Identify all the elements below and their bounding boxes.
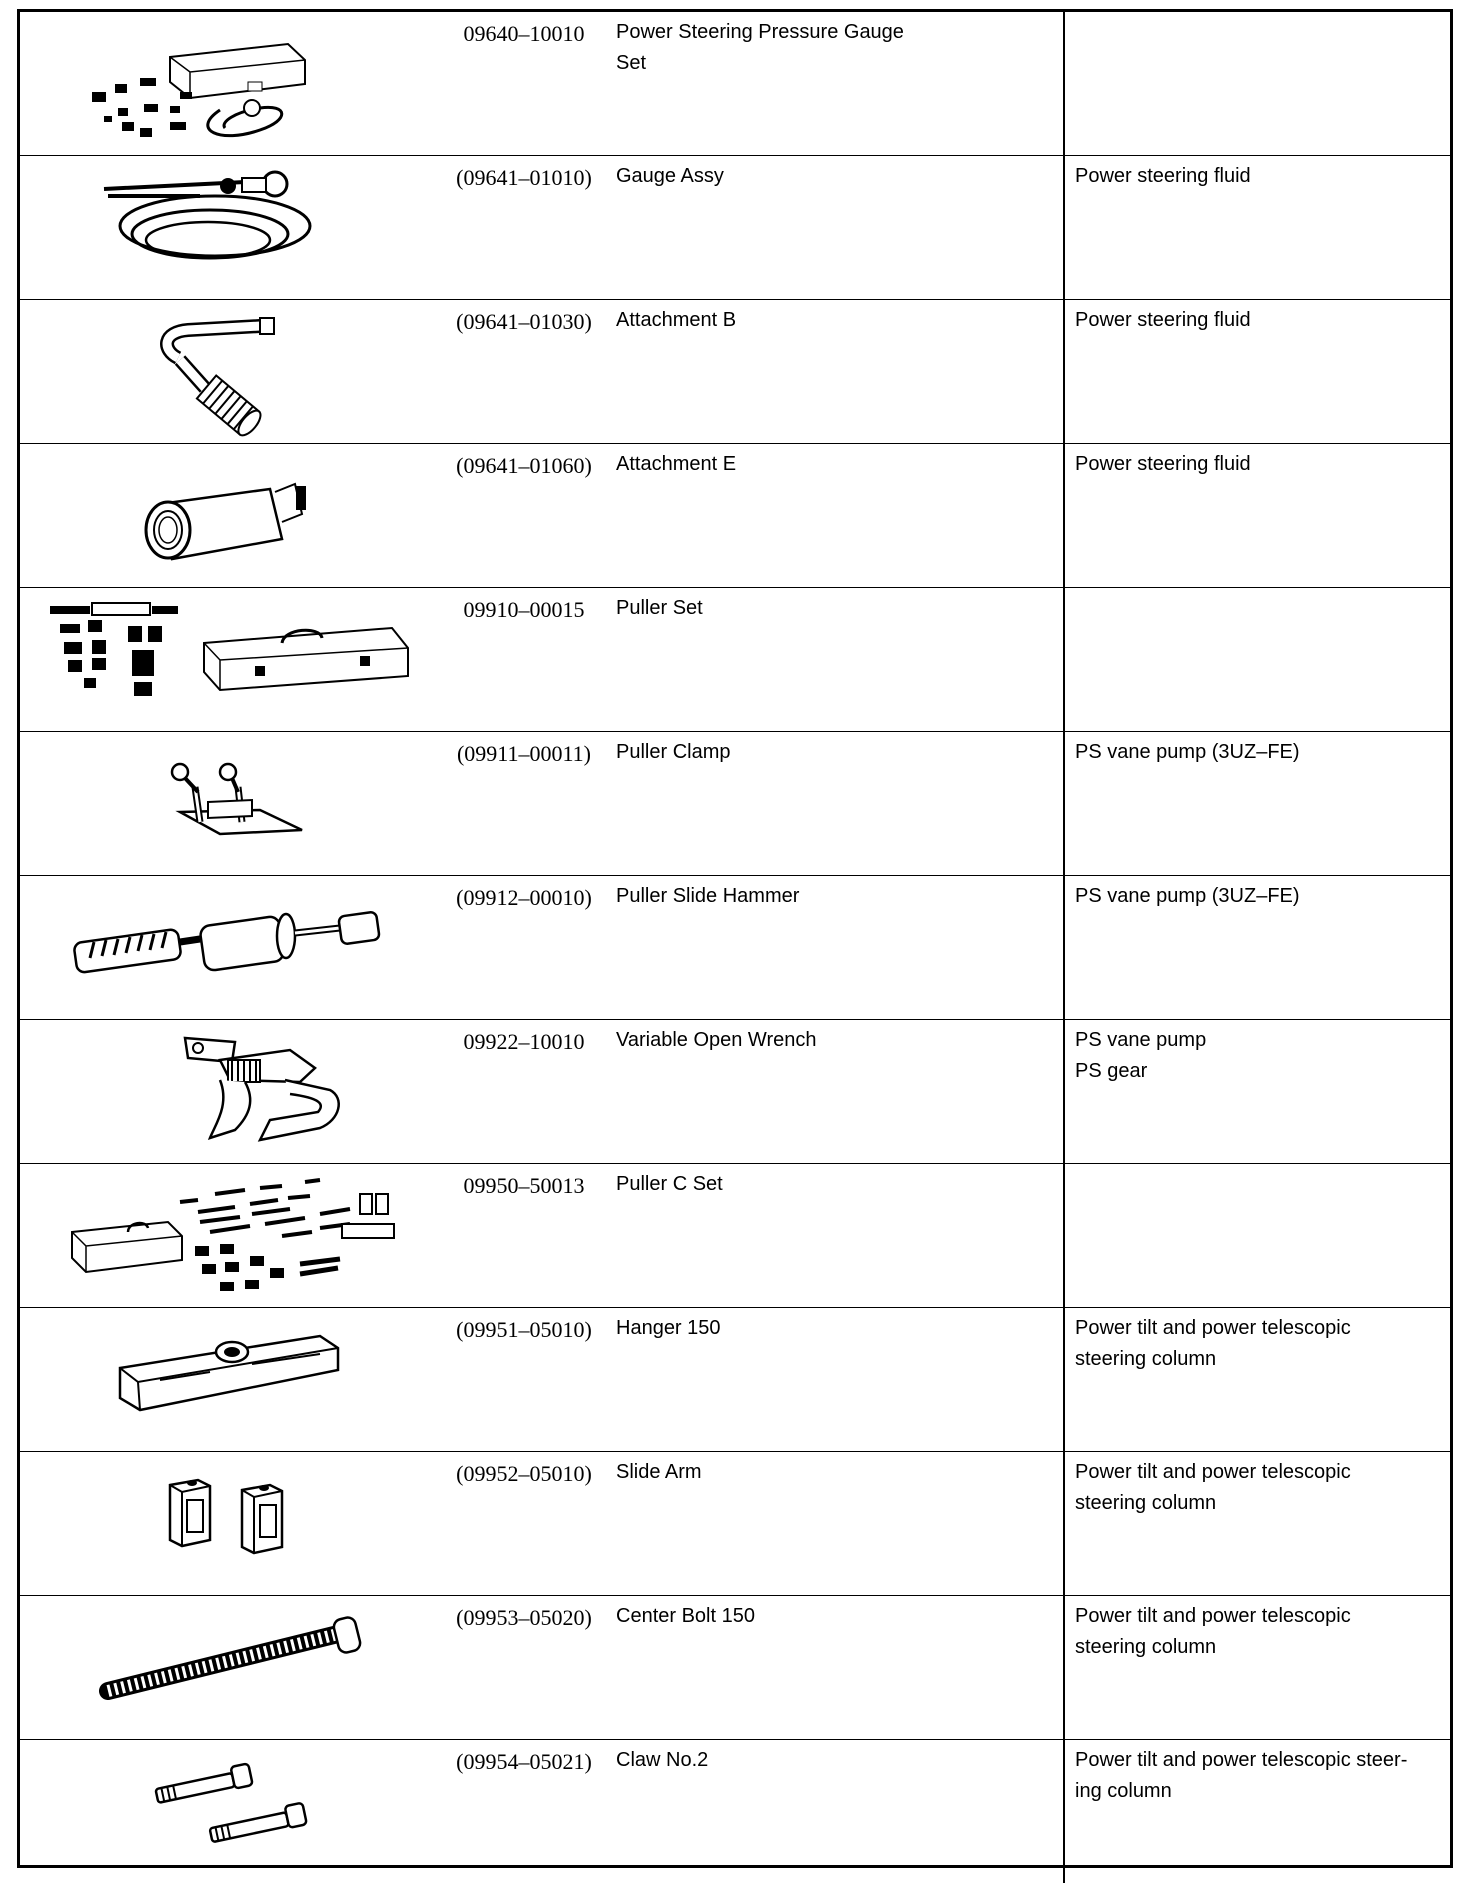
- usage-note: [1065, 588, 1450, 593]
- illustration-cell: [20, 876, 438, 1020]
- usage-note-line: Power tilt and power telescopic steer-: [1075, 1745, 1450, 1776]
- part-number-cell: [438, 156, 610, 300]
- usage-note-line: steering column: [1075, 1344, 1450, 1375]
- usage-note-cell: [1064, 1020, 1450, 1164]
- table-row: [20, 12, 1450, 156]
- part-number-cell: [438, 876, 610, 1020]
- part-number-cell: [438, 732, 610, 876]
- usage-note-cell: [1064, 876, 1450, 1020]
- usage-note-line: Power tilt and power telescopic: [1075, 1313, 1450, 1344]
- part-number: (09911–00011): [438, 732, 610, 767]
- tool-name: [610, 876, 1063, 912]
- slide-arm-illustration: [20, 1452, 438, 1595]
- usage-note-cell: [1064, 1596, 1450, 1740]
- part-number: (09953–05020): [438, 1596, 610, 1631]
- tool-name: [610, 1452, 1063, 1488]
- usage-note-line: Power steering fluid: [1075, 449, 1450, 480]
- usage-note: [1065, 1020, 1450, 1087]
- tool-name: [610, 588, 1063, 624]
- usage-note: [1065, 876, 1450, 912]
- usage-note-cell: [1064, 732, 1450, 876]
- tool-name: [610, 732, 1063, 768]
- table-row: [20, 1164, 1450, 1308]
- table-row: [20, 1308, 1450, 1452]
- open-wrench-illustration: [20, 1020, 438, 1163]
- part-number: (09641–01060): [438, 444, 610, 479]
- part-number: (09641–01030): [438, 300, 610, 335]
- table-row: [20, 300, 1450, 444]
- tool-name-cell: [610, 1308, 1064, 1452]
- tool-name-cell: [610, 732, 1064, 876]
- table-row: [20, 156, 1450, 300]
- part-number: (09952–05010): [438, 1452, 610, 1487]
- tool-name-line: Power Steering Pressure Gauge: [616, 17, 1063, 48]
- tool-name-line: Puller Set: [616, 593, 1063, 624]
- usage-note-cell: [1064, 1452, 1450, 1596]
- table-row: [20, 876, 1450, 1020]
- tool-name-line: Center Bolt 150: [616, 1601, 1063, 1632]
- usage-note-line: Power steering fluid: [1075, 161, 1450, 192]
- usage-note-line: Power steering fluid: [1075, 305, 1450, 336]
- tool-name-cell: [610, 588, 1064, 732]
- part-number: (09912–00010): [438, 876, 610, 911]
- illustration-cell: [20, 1164, 438, 1308]
- part-number: 09640–10010: [438, 12, 610, 47]
- part-number-cell: [438, 1020, 610, 1164]
- tool-name-line: Puller Clamp: [616, 737, 1063, 768]
- illustration-cell: [20, 300, 438, 444]
- tool-name-cell: [610, 156, 1064, 300]
- tool-name-line: Slide Arm: [616, 1457, 1063, 1488]
- usage-note-cell: [1064, 12, 1450, 156]
- illustration-cell: [20, 732, 438, 876]
- tool-name-cell: [610, 1452, 1064, 1596]
- hanger-illustration: [20, 1308, 438, 1451]
- tool-name: [610, 300, 1063, 336]
- illustration-cell: [20, 1596, 438, 1740]
- table-row: [20, 588, 1450, 732]
- tool-name-line: Gauge Assy: [616, 161, 1063, 192]
- tool-name: [610, 1308, 1063, 1344]
- tool-name-line: Puller Slide Hammer: [616, 881, 1063, 912]
- usage-note-cell: [1064, 1740, 1450, 1883]
- illustration-cell: [20, 1740, 438, 1883]
- gauge-assy-illustration: [20, 156, 438, 299]
- tool-name-line: Set: [616, 48, 1063, 79]
- usage-note: [1065, 12, 1450, 17]
- part-number: 09950–50013: [438, 1164, 610, 1199]
- tool-name: [610, 156, 1063, 192]
- puller-clamp-illustration: [20, 732, 438, 875]
- table-body: [20, 12, 1450, 1883]
- part-number-cell: [438, 1452, 610, 1596]
- usage-note: [1065, 444, 1450, 480]
- part-number-cell: [438, 444, 610, 588]
- usage-note-line: PS gear: [1075, 1056, 1450, 1087]
- tool-name: [610, 444, 1063, 480]
- table-row: [20, 444, 1450, 588]
- illustration-cell: [20, 444, 438, 588]
- tool-name-cell: [610, 1020, 1064, 1164]
- usage-note-line: PS vane pump (3UZ–FE): [1075, 737, 1450, 768]
- part-number: (09954–05021): [438, 1740, 610, 1775]
- tool-name-line: Hanger 150: [616, 1313, 1063, 1344]
- special-service-tools-table: [17, 9, 1453, 1868]
- tool-name-line: Claw No.2: [616, 1745, 1063, 1776]
- usage-note: [1065, 732, 1450, 768]
- tool-name-cell: [610, 876, 1064, 1020]
- part-number: 09922–10010: [438, 1020, 610, 1055]
- usage-note-cell: [1064, 1164, 1450, 1308]
- tool-name: [610, 1740, 1063, 1776]
- tool-name-cell: [610, 1164, 1064, 1308]
- table-row: [20, 1020, 1450, 1164]
- pressure-gauge-set-illustration: [20, 12, 438, 155]
- part-number-cell: [438, 1740, 610, 1883]
- tool-name: [610, 1596, 1063, 1632]
- usage-note-line: PS vane pump: [1075, 1025, 1450, 1056]
- usage-note-line: steering column: [1075, 1488, 1450, 1519]
- usage-note-line: steering column: [1075, 1632, 1450, 1663]
- attachment-e-illustration: [20, 444, 438, 587]
- part-number: (09641–01010): [438, 156, 610, 191]
- usage-note-cell: [1064, 588, 1450, 732]
- tool-name-line: Puller C Set: [616, 1169, 1063, 1200]
- usage-note-line: Power tilt and power telescopic: [1075, 1457, 1450, 1488]
- illustration-cell: [20, 1020, 438, 1164]
- center-bolt-illustration: [20, 1596, 438, 1739]
- illustration-cell: [20, 1452, 438, 1596]
- part-number-cell: [438, 12, 610, 156]
- tool-name-line: Attachment B: [616, 305, 1063, 336]
- part-number-cell: [438, 1596, 610, 1740]
- illustration-cell: [20, 12, 438, 156]
- usage-note-line: ing column: [1075, 1776, 1450, 1807]
- tool-name-cell: [610, 12, 1064, 156]
- usage-note-cell: [1064, 1308, 1450, 1452]
- claw-illustration: [20, 1740, 438, 1883]
- tool-name-cell: [610, 1596, 1064, 1740]
- usage-note: [1065, 1164, 1450, 1169]
- table-row: [20, 1596, 1450, 1740]
- tool-name-line: Variable Open Wrench: [616, 1025, 1063, 1056]
- usage-note: [1065, 1596, 1450, 1663]
- usage-note-line: Power tilt and power telescopic: [1075, 1601, 1450, 1632]
- tool-name: [610, 1164, 1063, 1200]
- puller-set-illustration: [20, 588, 438, 731]
- illustration-cell: [20, 588, 438, 732]
- tool-name-cell: [610, 444, 1064, 588]
- puller-c-set-illustration: [20, 1164, 438, 1307]
- part-number-cell: [438, 1308, 610, 1452]
- usage-note: [1065, 300, 1450, 336]
- usage-note: [1065, 1452, 1450, 1519]
- table-row: [20, 732, 1450, 876]
- illustration-cell: [20, 156, 438, 300]
- part-number: (09951–05010): [438, 1308, 610, 1343]
- table-row: [20, 1740, 1450, 1883]
- slide-hammer-illustration: [20, 876, 438, 1019]
- usage-note-cell: [1064, 156, 1450, 300]
- tool-name-line: Attachment E: [616, 449, 1063, 480]
- usage-note-line: PS vane pump (3UZ–FE): [1075, 881, 1450, 912]
- usage-note: [1065, 156, 1450, 192]
- part-number-cell: [438, 588, 610, 732]
- usage-note-cell: [1064, 300, 1450, 444]
- usage-note: [1065, 1740, 1450, 1807]
- part-number: 09910–00015: [438, 588, 610, 623]
- usage-note: [1065, 1308, 1450, 1375]
- tool-name-cell: [610, 1740, 1064, 1883]
- part-number-cell: [438, 300, 610, 444]
- usage-note-cell: [1064, 444, 1450, 588]
- tool-name: [610, 1020, 1063, 1056]
- tool-name-cell: [610, 300, 1064, 444]
- table-row: [20, 1452, 1450, 1596]
- tools-table: [20, 12, 1450, 1883]
- illustration-cell: [20, 1308, 438, 1452]
- attachment-b-illustration: [20, 300, 438, 443]
- part-number-cell: [438, 1164, 610, 1308]
- tool-name: [610, 12, 1063, 79]
